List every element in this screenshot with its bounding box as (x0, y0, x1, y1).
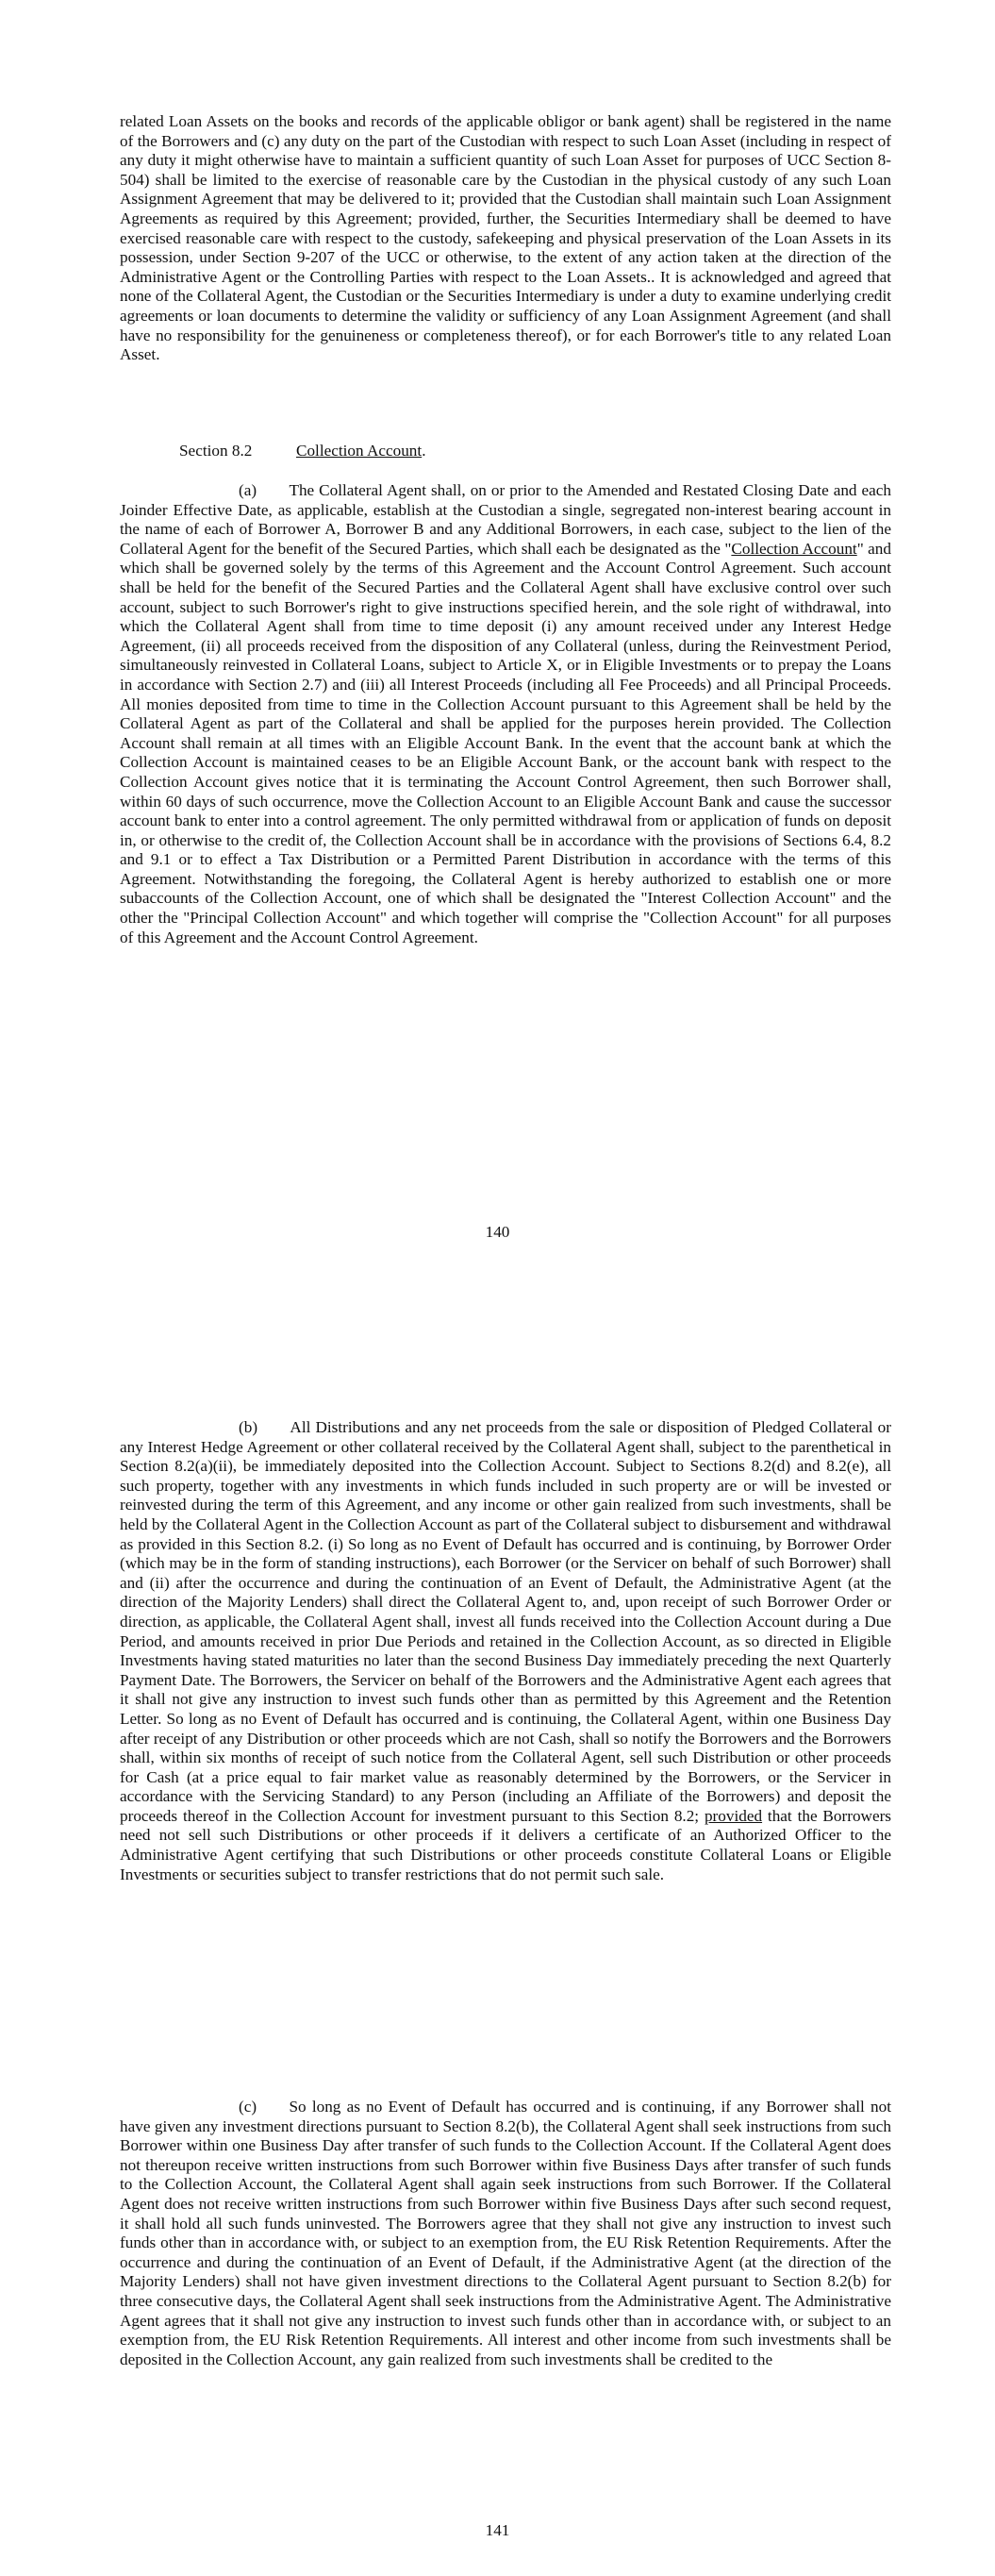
paragraph-c: (c) So long as no Event of Default has occurred and is continuing, if any Borrower shall not have given any investment directions pursuant to Section 8.2(b), the Collateral Agent shall seek instructions from such Borrower within one Business Day after transfer of such funds to the Collection Account. If the Collateral Agent does not thereupon receive written instructions from such Borrower within five Business Days after transfer of such funds to the Collection Account, the Collateral Agent shall again seek instructions from such Borrower. If the Collateral Agent does not receive written instructions from such Borrower within five Business Days after such second request, it shall hold all such funds uninvested. The Borrowers agree that they shall not give any instruction to invest such funds other than in accordance with, or subject to an exemption from, the EU Risk Retention Requirements. After the occurrence and during the continuation of an Event of Default, if the Administrative Agent (at the direction of the Majority Lenders) shall not have given investment directions to the Collateral Agent pursuant to Section 8.2(b) for three consecutive days, the Collateral Agent shall seek instructions from the Administrative Agent. The Administrative Agent agrees that it shall not give any instruction to invest such funds other than in accordance with, or subject to an exemption from, the EU Risk Retention Requirements. All interest and other income from such investments shall be deposited in the Collection Account, any gain realized from such investments shall be credited to the (120, 2098, 891, 2368)
paragraph-b-rest: that the Borrowers need not sell such Distributions or other proceeds if it delivers a certificate of an Authorized Officer to the Administrative Agent certifying that such Distributions or other proceeds constitute Collateral Loans or Eligible Investments or securities subject to transfer restrictions that do not permit such sale. (120, 1806, 891, 1883)
paragraph-a (120, 481, 891, 947)
paragraph-a-prefix: (a) The Collateral Agent shall, on or prior to the Amended and Restated Closing Date and each Joinder Effective Date, as applicable, establish at the Custodian a single, segregated non-interest bearing account in the name of each of Borrower A, Borrower B and any Additional Borrowers, in each case, subject to the lien of the Collateral Agent for the benefit of the Secured Parties, which shall each be designated as the " (120, 481, 891, 558)
section-title: Collection Account (296, 442, 423, 460)
paragraph-b-prefix: (b) All Distributions and any net proceeds from the sale or disposition of Pledged Collateral or any Interest Hedge Agreement or other collateral received by the Collateral Agent shall, subject to the parenthetical in Section 8.2(a)(ii), be immediately deposited into the Collection Account. Subject to Sections 8.2(d) and 8.2(e), all such property, together with any investments in which funds included in such property are or will be invested or reinvested during the term of this Agreement, and any income or other gain realized from such investments, shall be held by the Collateral Agent in the Collection Account as part of the Collateral subject to disbursement and withdrawal as provided in this Section 8.2. (i) So long as no Event of Default has occurred and is continuing, by Borrower Order (which may be in the form of standing instructions), each Borrower (or the Servicer on behalf of such Borrower) shall and (ii) after the occurrence and during the continuation of an Event of Default, the Administrative Agent (at the direction of the Majority Lenders) shall direct the Collateral Agent to, and, upon receipt of such Borrower Order or direction, as applicable, the Collateral Agent shall, invest all funds received into the Collection Account during a Due Period, and amounts received in prior Due Periods and retained in the Collection Account, as so directed in Eligible Investments having stated maturities no later than the second Business Day immediately preceding the next Quarterly Payment Date. The Borrowers, the Servicer on behalf of the Borrowers and the Administrative Agent each agrees that it shall not give any instruction to invest such funds other than as permitted by this Agreement and the Retention Letter. So long as no Event of Default has occurred and is continuing, the Collateral Agent, within one Business Day after receipt of any Distribution or other proceeds which are not Cash, shall so notify the Borrowers and the Borrowers shall, within six months of receipt of such notice from the Collateral Agent, sell such Distribution or other proceeds for Cash (at a price equal to fair market value as reasonably determined by the Borrowers, or the Servicer in accordance with the Servicing Standard) to any Person (including an Affiliate of the Borrowers) and deposit the proceeds thereof in the Collection Account for investment pursuant to this Section 8.2; (120, 1418, 891, 1825)
section-heading (179, 442, 425, 461)
paragraph-a-rest: " and which shall be governed solely by the terms of this Agreement and the Account Control Agreement. Such account shall be held for the benefit of the Secured Parties and the Collateral Agent shall have exclusive control over such account, subject to such Borrower's right to give instructions specified herein, and the sole right of withdrawal, into which the Collateral Agent shall from time to time deposit (i) any amount received under any Interest Hedge Agreement, (ii) all proceeds received from the disposition of any Collateral (unless, during the Reinvestment Period, simultaneously reinvested in Collateral Loans, subject to Article X, or in Eligible Investments or to prepay the Loans in accordance with Section 2.7) and (iii) all Interest Proceeds (including all Fee Proceeds) and all Principal Proceeds. All monies deposited from time to time in the Collection Account pursuant to this Agreement shall be held by the Collateral Agent as part of the Collateral and shall be applied for the purposes herein provided. The Collection Account shall remain at all times with an Eligible Account Bank. In the event that the account bank at which the Collection Account is maintained ceases to be an Eligible Account Bank, or the account bank with respect to the Collection Account gives notice that it is terminating the Account Control Agreement, then such Borrower shall, within 60 days of such occurrence, move the Collection Account to an Eligible Account Bank and cause the successor account bank to enter into a control agreement. The only permitted withdrawal from or application of funds on deposit in, or otherwise to the credit of, the Collection Account shall be in accordance with the provisions of Sections 6.4, 8.2 and 9.1 or to effect a Tax Distribution or a Permitted Parent Distribution in accordance with the terms of this Agreement. Notwithstanding the foregoing, the Collateral Agent is hereby authorized to establish one or more subaccounts of the Collection Account, one of which shall be designated the "Interest Collection Account" and the other the "Principal Collection Account" and which together will comprise the "Collection Account" for all purposes of this Agreement and the Account Control Agreement. (120, 539, 891, 946)
section-title-period: . (422, 442, 426, 460)
section-number: Section 8.2 (179, 442, 253, 460)
continuation-paragraph: related Loan Assets on the books and records of the applicable obligor or bank agent) shall be registered in the name of the Borrowers and (c) any duty on the part of the Custodian with respect to such Loan Asset (including in respect of any duty it might otherwise have to maintain a sufficient quantity of such Loan Asset for purposes of UCC Section 8-504) shall be limited to the exercise of reasonable care by the Custodian in the physical custody of any such Loan Assignment Agreement that may be delivered to it; provided that the Custodian shall maintain such Loan Assignment Agreements as required by this Agreement; provided, further, the Securities Intermediary shall be deemed to have exercised reasonable care with respect to the custody, safekeeping and physical preservation of the Loan Assets in its possession, under Section 9-207 of the UCC or otherwise, to the extent of any action taken at the direction of the Administrative Agent or the Controlling Parties with respect to the Loan Assets.. It is acknowledged and agreed that none of the Collateral Agent, the Custodian or the Securities Intermediary is under a duty to examine underlying credit agreements or loan documents to determine the validity or sufficiency of any Loan Assignment Agreement (and shall have no responsibility for the genuineness or completeness thereof), or for each Borrower's title to any related Loan Asset. (120, 112, 891, 364)
paragraph-b (120, 1418, 891, 1884)
page-number-140: 140 (485, 1223, 510, 1241)
defined-term-collection-account: Collection Account (731, 539, 857, 558)
provided-term: provided (704, 1806, 763, 1825)
page-number-141: 141 (485, 2521, 510, 2539)
